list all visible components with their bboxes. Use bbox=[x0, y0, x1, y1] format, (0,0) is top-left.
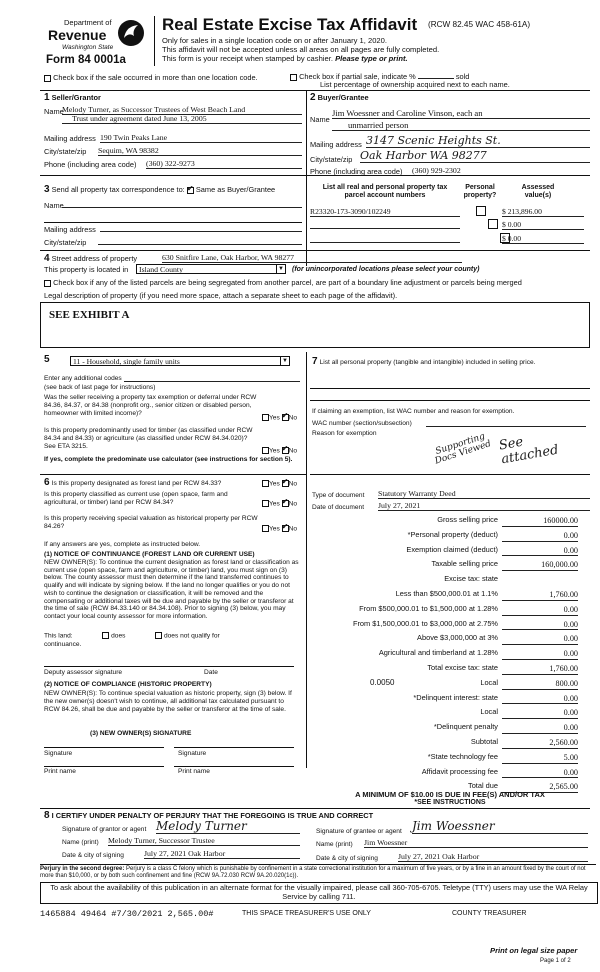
chevron-down-icon: ▼ bbox=[280, 357, 289, 366]
calc-row-value[interactable]: 800.00 bbox=[502, 679, 578, 690]
section3-city-label: City/state/zip bbox=[44, 238, 87, 247]
grantee-name-label: Name (print) bbox=[316, 841, 353, 848]
s6q2-no-label: No bbox=[288, 500, 298, 508]
owner-signature-label-1: Signature bbox=[44, 750, 73, 757]
page-number: Page 1 of 2 bbox=[540, 958, 571, 964]
form-title: Real Estate Excise Tax Affidavit bbox=[162, 15, 418, 34]
grantor-name-label: Name (print) bbox=[62, 839, 99, 846]
buyer-name-label: Name bbox=[310, 115, 330, 124]
sold-label: sold bbox=[455, 72, 470, 81]
supporting-docs-stamp: Supporting Docs Viewed bbox=[433, 431, 493, 468]
assessed-value-3[interactable]: $ 0.00 bbox=[502, 234, 584, 244]
calc-row-value[interactable]: 0.00 bbox=[502, 605, 578, 616]
land-does-not-label: does not qualify for bbox=[163, 632, 220, 640]
s6q1-yes-checkbox[interactable] bbox=[262, 480, 269, 487]
perjury-heading: Perjury in the second degree: bbox=[40, 866, 125, 872]
buyer-address-label: Mailing address bbox=[310, 140, 362, 149]
calc-row-label: From $1,500,000.01 to $3,000,000 at 2.75% bbox=[352, 618, 498, 628]
seller-phone-field[interactable]: (360) 322-9273 bbox=[146, 159, 302, 169]
multi-location-checkbox[interactable] bbox=[44, 75, 51, 82]
local-rate: 0.0050 bbox=[370, 678, 395, 687]
calc-row-value[interactable]: 0.00 bbox=[502, 768, 578, 779]
street-address-field[interactable]: 630 Snitfire Lane, Oak Harbor, WA 98277 bbox=[162, 253, 462, 263]
land-does-not-checkbox[interactable] bbox=[155, 632, 162, 639]
section3-address-field[interactable] bbox=[100, 224, 302, 232]
s6q1-no-label: No bbox=[288, 480, 298, 488]
continuance-label: continuance. bbox=[44, 641, 82, 648]
q1-no-label: No bbox=[288, 414, 298, 422]
perjury-text: Perjury is a class C felony which is punishable by confinement in a state correctional institution for a maximum of five years, or by a fine in an amount fixed by the court of not more than $10,000, or by both such confinement and fine (RCW 9A.72.030 RCW 9A.20.020(1c)). bbox=[40, 866, 586, 879]
seller-address-label: Mailing address bbox=[44, 134, 96, 143]
section7-number: 7 bbox=[312, 356, 318, 367]
calc-row bbox=[310, 575, 590, 586]
calc-row-label: *State technology fee bbox=[427, 751, 498, 761]
q1-no-checkbox[interactable] bbox=[282, 414, 289, 421]
revenue-label: Revenue bbox=[48, 27, 107, 43]
q1-yes-checkbox[interactable] bbox=[262, 414, 269, 421]
partial-sale-label: Check box if partial sale, indicate % bbox=[299, 72, 416, 81]
personal-property-checkbox-1[interactable] bbox=[476, 206, 486, 216]
calc-row bbox=[310, 738, 590, 749]
calc-row bbox=[310, 708, 590, 719]
seller-heading: Seller/Grantor bbox=[51, 93, 101, 102]
calc-row bbox=[310, 560, 590, 571]
buyer-phone-field[interactable]: (360) 929-2302 bbox=[412, 166, 461, 175]
ownership-note: List percentage of ownership acquired next to each name. bbox=[320, 80, 510, 89]
buyer-name-field[interactable]: Jim Woessner and Caroline Vinson, each an bbox=[332, 108, 590, 119]
calc-row-label: Local bbox=[480, 677, 498, 687]
buyer-address-field[interactable]: 3147 Scenic Heights St. bbox=[366, 134, 590, 148]
s6q3-no-checkbox[interactable] bbox=[282, 525, 289, 532]
buyer-section-number: 2 bbox=[310, 92, 316, 103]
county-select[interactable] bbox=[136, 264, 286, 274]
partial-sale-percent-input[interactable] bbox=[418, 71, 454, 79]
notice-compliance-text: NEW OWNER(S): To continue special valuation as historic property, sign (3) below. If the new owner(s) doesn't wish to continue, all additional tax calculated pursuant to RCW 84.26, shall be due and payable by the seller or transferor at the time of sale. bbox=[44, 690, 292, 713]
if-any-yes-note: If any answers are yes, complete as instructed below. bbox=[44, 541, 201, 548]
land-does-checkbox[interactable] bbox=[102, 632, 109, 639]
notice-continuance-heading: (1) NOTICE OF CONTINUANCE (FOREST LAND OR CURRENT USE) bbox=[44, 551, 255, 558]
county-treasurer-label: COUNTY TREASURER bbox=[452, 910, 527, 917]
q1-yes-label: Yes bbox=[269, 414, 280, 422]
wac-number-label: WAC number (section/subsection) bbox=[312, 420, 412, 427]
calc-row bbox=[310, 531, 590, 542]
calc-row-label: Excise tax: state bbox=[444, 574, 498, 584]
calc-row-label: *Delinquent interest: state bbox=[413, 692, 498, 702]
owner-print-name-label-2: Print name bbox=[178, 768, 210, 775]
calc-row-label: Gross selling price bbox=[437, 515, 498, 524]
parcel-number-3[interactable] bbox=[310, 234, 460, 243]
grantor-print-name[interactable]: Melody Turner, Successor Trustee bbox=[108, 836, 300, 846]
notice-compliance-heading: (2) NOTICE OF COMPLIANCE (HISTORIC PROPERTY) bbox=[44, 681, 212, 688]
calc-row-label: Subtotal bbox=[470, 737, 498, 746]
grantee-date-city[interactable]: July 27, 2021 Oak Harbor bbox=[398, 852, 588, 862]
calc-row bbox=[310, 516, 590, 527]
dor-emblem-icon bbox=[116, 18, 146, 48]
additional-codes-note: (see back of last page for instructions) bbox=[44, 384, 156, 391]
legal-description-label: Legal description of property (if you need more space, attach a separate sheet to each page of the affidavit). bbox=[44, 291, 398, 300]
calc-row-label: Local bbox=[480, 707, 498, 717]
assessed-value-header: Assessed value(s) bbox=[521, 184, 555, 200]
assessed-value-2[interactable]: $ 0.00 bbox=[502, 220, 584, 230]
partial-sale-checkbox[interactable] bbox=[290, 74, 297, 81]
personal-property-prompt: List all personal property (tangible and intangible) included in selling price. bbox=[319, 359, 536, 366]
calc-row-value[interactable]: 5.00 bbox=[502, 753, 578, 764]
calc-row-label: Exemption claimed (deduct) bbox=[406, 544, 498, 554]
q2-yes-checkbox[interactable] bbox=[262, 447, 269, 454]
land-use-select[interactable] bbox=[70, 356, 290, 366]
exemption-question: Was the seller receiving a property tax exemption or deferral under RCW 84.36, 84.37, or 84.38 (nonprofit org., senior citizen or disabled person, homeowner with limited income)? bbox=[44, 394, 257, 417]
parcel-number-1[interactable]: R23320-173-3090/102249 bbox=[310, 207, 460, 217]
grantor-date-label: Date & city of signing bbox=[62, 852, 124, 859]
personal-property-checkbox-2[interactable] bbox=[488, 219, 498, 229]
calc-row bbox=[310, 679, 590, 690]
document-type-label: Type of document bbox=[312, 492, 365, 499]
calc-row-value[interactable]: 0.00 bbox=[502, 649, 578, 660]
parcel-header: List all real and personal property tax parcel account numbers bbox=[322, 184, 448, 200]
form-number: Form 84 0001a bbox=[46, 54, 126, 66]
document-date-label: Date of document bbox=[312, 504, 365, 511]
land-does-label: does bbox=[111, 632, 126, 640]
header-note-3b: Please type or print. bbox=[335, 54, 408, 63]
owner-print-name-label-1: Print name bbox=[44, 768, 76, 775]
calc-row bbox=[310, 753, 590, 764]
calc-row-label: Affidavit processing fee bbox=[421, 766, 498, 776]
calc-row-label: *Personal property (deduct) bbox=[407, 529, 498, 539]
s6q1-yes-label: Yes bbox=[269, 480, 280, 488]
calc-row-label: Total excise tax: state bbox=[427, 663, 498, 672]
document-date-field[interactable]: July 27, 2021 bbox=[378, 501, 590, 511]
calc-row-label: From $500,000.01 to $1,500,000 at 1.28% bbox=[359, 603, 498, 613]
calc-row bbox=[310, 634, 590, 645]
multi-location-label: Check box if the sale occurred in more than one location code. bbox=[53, 73, 258, 82]
this-land-label: This land: bbox=[44, 632, 73, 640]
grantee-date-label: Date & city of signing bbox=[316, 855, 378, 862]
q2-no-label: No bbox=[288, 447, 298, 455]
buyer-heading: Buyer/Grantee bbox=[317, 93, 369, 102]
s6q1-no-checkbox[interactable] bbox=[282, 480, 289, 487]
timber-question: Is this property predominantly used for timber (as classified under RCW 84.34 and 84.33) or agriculture (as classified under RCW 84.34.020)? See ETA 3215. bbox=[44, 427, 253, 450]
s6q2-yes-checkbox[interactable] bbox=[262, 500, 269, 507]
calc-row bbox=[310, 605, 590, 616]
seller-section-number: 1 bbox=[44, 92, 50, 103]
calc-row bbox=[310, 620, 590, 631]
buyer-city-field[interactable]: Oak Harbor WA 98277 bbox=[360, 149, 590, 163]
legal-description-box[interactable] bbox=[40, 302, 590, 348]
exemption-reason-label: Reason for exemption bbox=[312, 430, 377, 437]
calc-row-label: Total due bbox=[468, 781, 498, 791]
grantor-signature[interactable]: Melody Turner bbox=[156, 819, 300, 834]
segregated-parcels-checkbox[interactable] bbox=[44, 280, 51, 287]
calc-row-value[interactable]: 0.00 bbox=[502, 723, 578, 734]
parcel-number-2[interactable] bbox=[310, 220, 460, 229]
located-in-label: This property is located in bbox=[44, 265, 129, 274]
calc-row bbox=[310, 590, 590, 601]
same-as-buyer-checkbox[interactable] bbox=[187, 187, 194, 194]
section8-number: 8 bbox=[44, 810, 50, 821]
calc-row-value[interactable]: 2,565.00 bbox=[502, 782, 578, 793]
calc-row-value[interactable]: 160,000.00 bbox=[502, 560, 578, 571]
section3-name-field[interactable] bbox=[62, 200, 302, 208]
s6q3-no-label: No bbox=[288, 525, 298, 533]
calc-row bbox=[310, 664, 590, 675]
same-as-buyer-label: Same as Buyer/Grantee bbox=[195, 185, 276, 194]
section3-name-label: Name bbox=[44, 201, 64, 210]
wac-number-field[interactable] bbox=[426, 420, 586, 427]
accessibility-note: To ask about the availability of this publication in an alternate format for the visually impaired, please call 360-705-6705. Teletype (TTY) users may use the WA Relay Service by calling 711. bbox=[50, 883, 588, 901]
calc-row-value[interactable]: 160000.00 bbox=[502, 516, 578, 527]
print-legal-note: Print on legal size paper bbox=[490, 946, 578, 955]
header-note-2: This affidavit will not be accepted unless all areas on all pages are fully completed. bbox=[162, 45, 440, 54]
seller-city-field[interactable]: Sequim, WA 98382 bbox=[98, 146, 302, 156]
section3-number: 3 bbox=[44, 184, 50, 195]
q2-no-checkbox[interactable] bbox=[282, 447, 289, 454]
deputy-date-label: Date bbox=[204, 669, 218, 676]
section3-city-field[interactable] bbox=[98, 237, 302, 245]
assessed-value-1[interactable]: $ 213,896.00 bbox=[502, 207, 584, 217]
calc-row-label: *Delinquent penalty bbox=[433, 722, 498, 732]
calc-row bbox=[310, 649, 590, 660]
washington-state-label: Washington State bbox=[62, 44, 114, 51]
land-use-selected-value: 11 - Household, single family units bbox=[73, 357, 180, 366]
grantor-signature-label: Signature of grantor or agent bbox=[62, 826, 147, 833]
calc-row-value[interactable]: 0.00 bbox=[502, 694, 578, 705]
seller-address-field[interactable]: 190 Twin Peaks Lane bbox=[100, 133, 302, 143]
section4-number: 4 bbox=[44, 253, 50, 264]
document-type-field[interactable]: Statutory Warranty Deed bbox=[378, 489, 590, 499]
calc-row-label: Agricultural and timberland at 1.28% bbox=[378, 648, 498, 658]
notice-continuance-text: NEW OWNER(S): To continue the current designation as forest land or classification as current use (open space, farm and agriculture, or timber) land, you must sign on (3) below. The county assessor must then determine if the land transferred continues to qualify and will indicate by signing below. If the land no longer qualifies or you do not wish to continue the designation or classification, it will be removed and the compensating or additional taxes will be due and payable by the seller or transferor at the time of sale (RCW 84.33.140 or 84.34.108). Prior to signing (3) below, you may contact your local county assessor for more information. bbox=[44, 559, 299, 620]
calc-row-label: Above $3,000,000 at 3% bbox=[417, 633, 498, 643]
section3-address-label: Mailing address bbox=[44, 225, 96, 234]
calc-row-value[interactable]: 1,760.00 bbox=[502, 664, 578, 675]
grantee-print-name[interactable]: Jim Woessner bbox=[364, 838, 588, 848]
s6q3-yes-checkbox[interactable] bbox=[262, 525, 269, 532]
header-note-1: Only for sales in a single location code on or after January 1, 2020. bbox=[162, 36, 387, 45]
new-owner-signature-heading: (3) NEW OWNER(S) SIGNATURE bbox=[90, 730, 192, 737]
accessibility-box bbox=[40, 882, 598, 904]
certify-statement: I CERTIFY UNDER PENALTY OF PERJURY THAT THE FOREGOING IS TRUE AND CORRECT bbox=[51, 811, 374, 820]
calc-row-value[interactable]: 0.00 bbox=[502, 620, 578, 631]
owner-signature-label-2: Signature bbox=[178, 750, 207, 757]
chevron-down-icon: ▼ bbox=[276, 265, 285, 274]
forest-land-question: Is this property designated as forest land per RCW 84.33? bbox=[51, 480, 222, 487]
see-attached-handwriting: See attached bbox=[497, 434, 560, 468]
buyer-phone-label: Phone (including area code) bbox=[310, 167, 403, 176]
s6q3-yes-label: Yes bbox=[269, 525, 280, 533]
section3-text: Send all property tax correspondence to: bbox=[51, 185, 185, 194]
grantee-signature[interactable]: Jim Woessner bbox=[412, 819, 588, 834]
seller-city-label: City/state/zip bbox=[44, 147, 87, 156]
exemption-prompt: If claiming an exemption, list WAC number and reason for exemption. bbox=[312, 408, 515, 415]
calc-row-value[interactable]: 1,760.00 bbox=[502, 590, 578, 601]
q2-yes-label: Yes bbox=[269, 447, 280, 455]
buyer-name-field-2[interactable]: unmarried person bbox=[332, 120, 590, 131]
street-address-label: Street address of property bbox=[51, 254, 138, 263]
rcw-ref: (RCW 82.45 WAC 458-61A) bbox=[428, 20, 531, 29]
calc-row bbox=[310, 546, 590, 557]
additional-codes-field[interactable] bbox=[124, 375, 300, 382]
calc-row-value[interactable]: 2,560.00 bbox=[502, 738, 578, 749]
section6-number: 6 bbox=[44, 477, 50, 488]
segregated-parcels-label: Check box if any of the listed parcels are being segregated from another parcel, are part of a boundary line adjustment or parcels being merged bbox=[53, 278, 522, 287]
calc-row bbox=[310, 768, 590, 779]
predominate-use-note: If yes, complete the predominate use calculator (see instructions for section 5). bbox=[44, 456, 293, 463]
header-note-3: This form is your receipt when stamped by cashier. bbox=[162, 54, 333, 63]
calc-row bbox=[310, 694, 590, 705]
s6q2-no-checkbox[interactable] bbox=[282, 500, 289, 507]
calc-row-value[interactable]: 0.00 bbox=[502, 708, 578, 719]
grantee-signature-label: Signature of grantee or agent bbox=[316, 828, 402, 835]
seller-phone-label: Phone (including area code) bbox=[44, 160, 137, 169]
calc-row bbox=[310, 723, 590, 734]
personal-property-header: Personal property? bbox=[463, 184, 497, 200]
buyer-city-label: City/state/zip bbox=[310, 155, 353, 164]
grantor-date-city[interactable]: July 27, 2021 Oak Harbor bbox=[144, 849, 300, 859]
calc-row-label: Less than $500,000.01 at 1.1% bbox=[395, 589, 498, 598]
calc-row-label: Taxable selling price bbox=[431, 559, 498, 569]
historic-question: Is this property receiving special valuation as historical property per RCW 84.26? bbox=[44, 515, 258, 530]
s6q2-yes-label: Yes bbox=[269, 500, 280, 508]
unincorporated-note: (for unincorporated locations please select your county) bbox=[292, 266, 480, 273]
current-use-question: Is this property classified as current use (open space, farm and agricultural, or timber) land per RCW 84.34? bbox=[44, 491, 228, 506]
additional-codes-label: Enter any additional codes bbox=[44, 375, 122, 382]
dept-label: Department of bbox=[64, 18, 112, 27]
calc-row-value[interactable]: 0.00 bbox=[502, 531, 578, 542]
seller-name-label: Name bbox=[44, 107, 64, 116]
seller-name-field[interactable]: Melody Turner, as Successor Trustees of West Beach Land bbox=[62, 105, 302, 115]
calc-row-value[interactable]: 0.00 bbox=[502, 546, 578, 557]
section5-number: 5 bbox=[44, 354, 50, 365]
treasurer-use-only: THIS SPACE TREASURER'S USE ONLY bbox=[242, 910, 371, 917]
county-selected-value: Island County bbox=[139, 265, 183, 274]
legal-description-text: SEE EXHIBIT A bbox=[49, 309, 130, 321]
calc-row-value[interactable]: 0.00 bbox=[502, 634, 578, 645]
treasurer-receipt: 1465884 49464 #7/30/2021 2,565.00# bbox=[40, 909, 214, 919]
seller-name-field-2[interactable]: Trust under agreement dated June 13, 2005 bbox=[62, 114, 302, 124]
minimum-due-note: A MINIMUM OF $10.00 IS DUE IN FEE(S) AND/OR TAX bbox=[355, 790, 545, 799]
deputy-signature-label: Deputy assessor signature bbox=[44, 669, 123, 676]
see-instructions-note: *SEE INSTRUCTIONS bbox=[414, 799, 486, 806]
